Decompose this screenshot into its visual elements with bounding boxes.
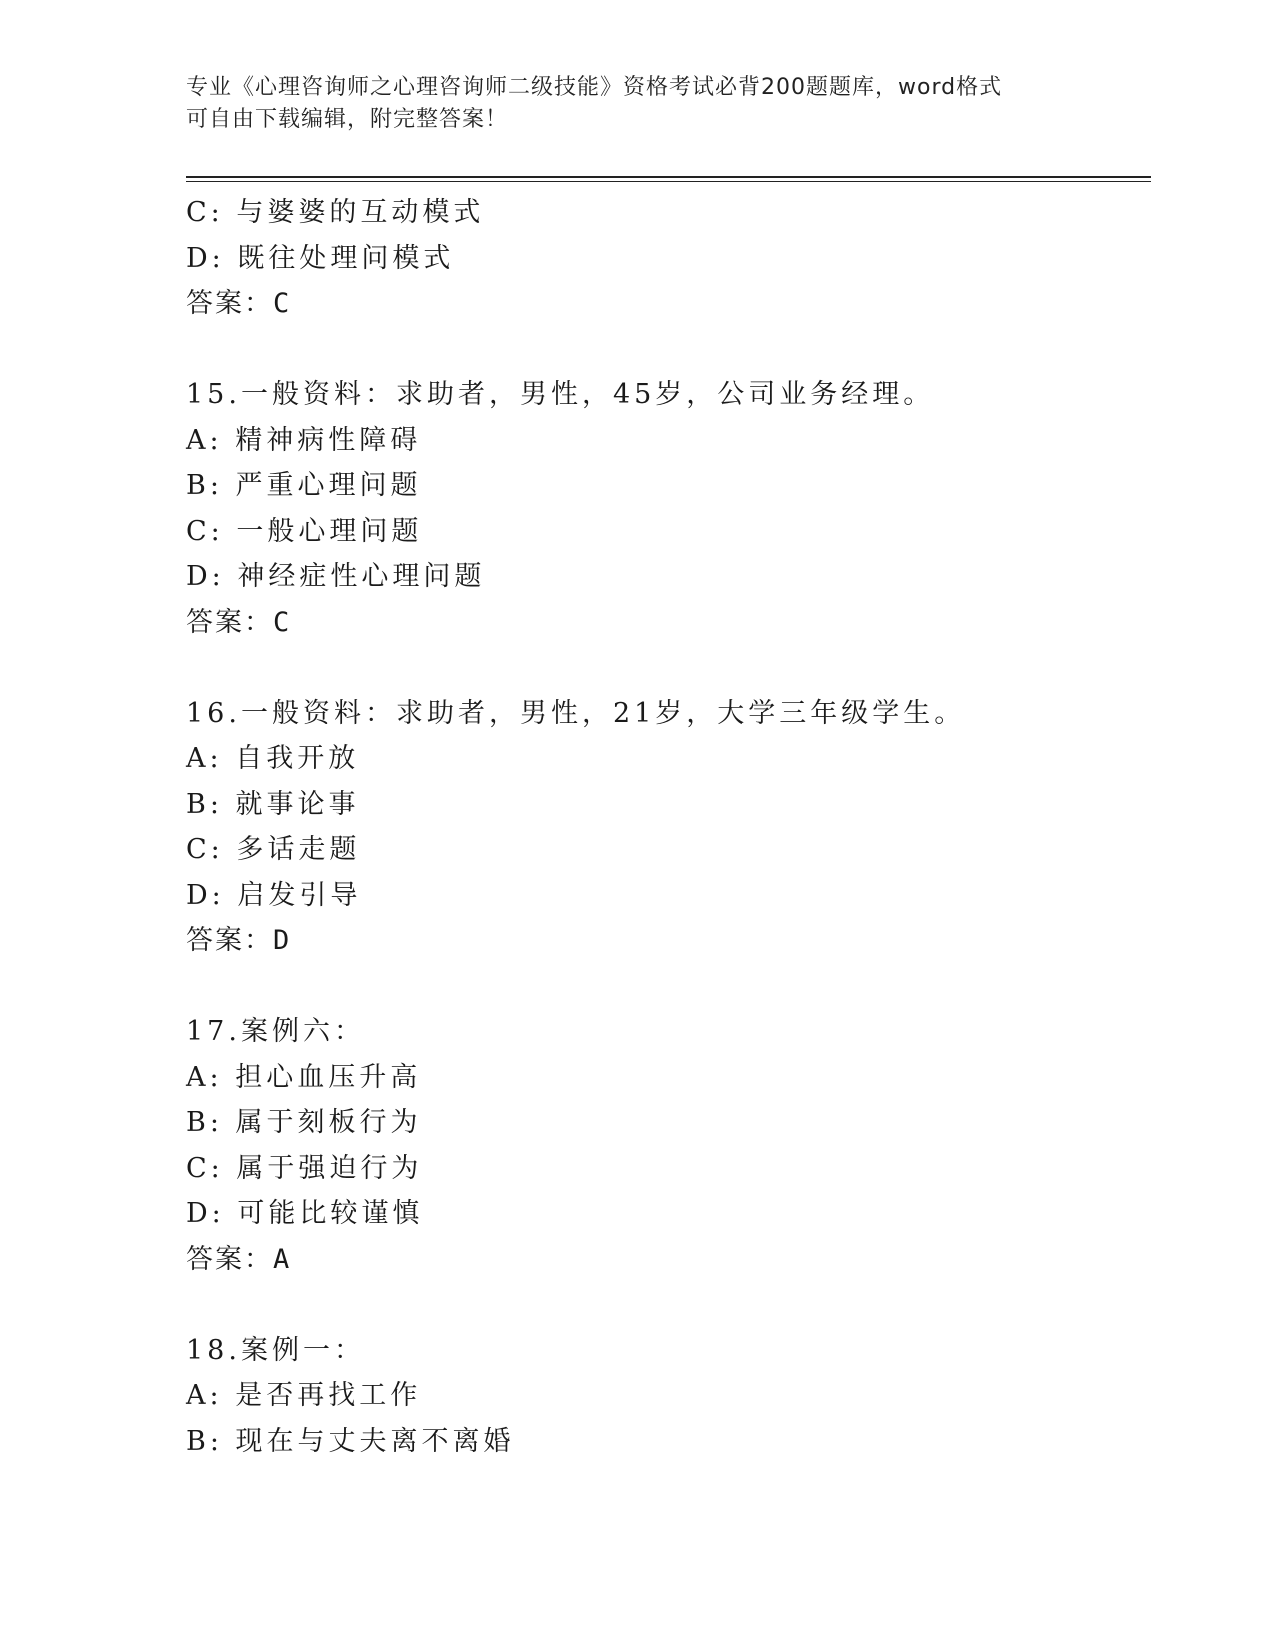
option-text: 与婆婆的互动模式 <box>236 197 485 228</box>
answer-label: 答案： <box>186 606 273 638</box>
question-15 <box>186 372 1146 645</box>
option-text: 严重心理问题 <box>235 470 422 501</box>
option-label: A: <box>186 1380 223 1411</box>
header-divider-thin <box>186 181 1151 182</box>
option-c <box>186 190 1146 236</box>
question-stem <box>186 372 1146 418</box>
option-label: D: <box>186 879 225 911</box>
option-label: B: <box>186 1425 223 1457</box>
option-text: 精神病性障碍 <box>235 424 422 456</box>
option-text: 神经症性心理问题 <box>237 561 486 592</box>
question-17 <box>186 1009 1146 1282</box>
question-stem <box>186 1009 1146 1055</box>
option-b <box>186 782 1146 828</box>
option-b <box>186 1100 1146 1146</box>
option-b <box>186 463 1146 509</box>
question-stem <box>186 691 1146 737</box>
option-text: 现在与丈夫离不离婚 <box>235 1425 515 1457</box>
option-label: B: <box>186 470 223 501</box>
option-label: A: <box>186 1061 223 1093</box>
question-stem <box>186 1328 1146 1374</box>
option-text: 既往处理问模式 <box>237 242 455 274</box>
question-number: 17. <box>186 1016 241 1047</box>
answer-line <box>186 918 1146 964</box>
option-d <box>186 554 1146 600</box>
option-label: A: <box>186 743 223 774</box>
question-number: 15. <box>186 379 241 410</box>
answer-label: 答案： <box>186 1243 273 1275</box>
answer-value: C <box>273 606 290 638</box>
option-label: B: <box>186 788 223 820</box>
question-18 <box>186 1328 1146 1465</box>
spacer <box>186 327 1146 373</box>
question-text: 案例一： <box>240 1334 365 1366</box>
question-list <box>186 190 1146 1464</box>
option-label: C: <box>186 1152 224 1184</box>
page-header <box>186 72 1086 136</box>
option-text: 一般心理问题 <box>236 515 423 547</box>
answer-label: 答案： <box>186 925 273 956</box>
option-label: C: <box>186 515 224 547</box>
option-a <box>186 1055 1146 1101</box>
option-text: 担心血压升高 <box>235 1061 422 1093</box>
option-label: D: <box>186 242 225 274</box>
question-number: 18. <box>186 1334 241 1366</box>
option-label: D: <box>186 561 225 592</box>
option-text: 就事论事 <box>235 788 360 820</box>
option-d <box>186 873 1146 919</box>
spacer <box>186 964 1146 1010</box>
option-label: B: <box>186 1107 223 1138</box>
option-text: 多话走题 <box>236 834 361 865</box>
option-a <box>186 418 1146 464</box>
answer-value: C <box>273 288 290 319</box>
header-title-line-2: 可自由下载编辑，附完整答案！ <box>186 107 509 132</box>
option-a <box>186 736 1146 782</box>
answer-label: 答案： <box>186 288 273 319</box>
question-16 <box>186 691 1146 964</box>
option-c <box>186 509 1146 555</box>
option-a <box>186 1373 1146 1419</box>
answer-line <box>186 1237 1146 1283</box>
option-c <box>186 827 1146 873</box>
option-text: 属于强迫行为 <box>236 1152 423 1184</box>
answer-value: D <box>273 925 290 956</box>
option-label: C: <box>186 197 224 228</box>
option-c <box>186 1146 1146 1192</box>
question-text: 一般资料：求助者，男性，21岁，大学三年级学生。 <box>240 697 966 729</box>
answer-value: A <box>273 1243 290 1275</box>
spacer <box>186 1282 1146 1328</box>
option-text: 是否再找工作 <box>235 1380 422 1411</box>
option-label: D: <box>186 1198 225 1229</box>
option-d <box>186 236 1146 282</box>
spacer <box>186 645 1146 691</box>
option-text: 属于刻板行为 <box>235 1107 422 1138</box>
option-text: 自我开放 <box>235 743 360 774</box>
question-text: 案例六： <box>240 1016 365 1047</box>
option-text: 启发引导 <box>237 879 362 911</box>
question-number: 16. <box>186 697 241 729</box>
header-divider-thick <box>186 176 1151 178</box>
answer-line <box>186 600 1146 646</box>
option-label: A: <box>186 424 223 456</box>
option-text: 可能比较谨慎 <box>237 1198 424 1229</box>
previous-question-tail <box>186 190 1146 327</box>
option-b <box>186 1419 1146 1465</box>
question-text: 一般资料：求助者，男性，45岁，公司业务经理。 <box>240 379 935 410</box>
header-title-line-1: 专业《心理咨询师之心理咨询师二级技能》资格考试必背200题题库，word格式 <box>186 75 1003 100</box>
option-d <box>186 1191 1146 1237</box>
option-label: C: <box>186 834 224 865</box>
answer-line <box>186 281 1146 327</box>
